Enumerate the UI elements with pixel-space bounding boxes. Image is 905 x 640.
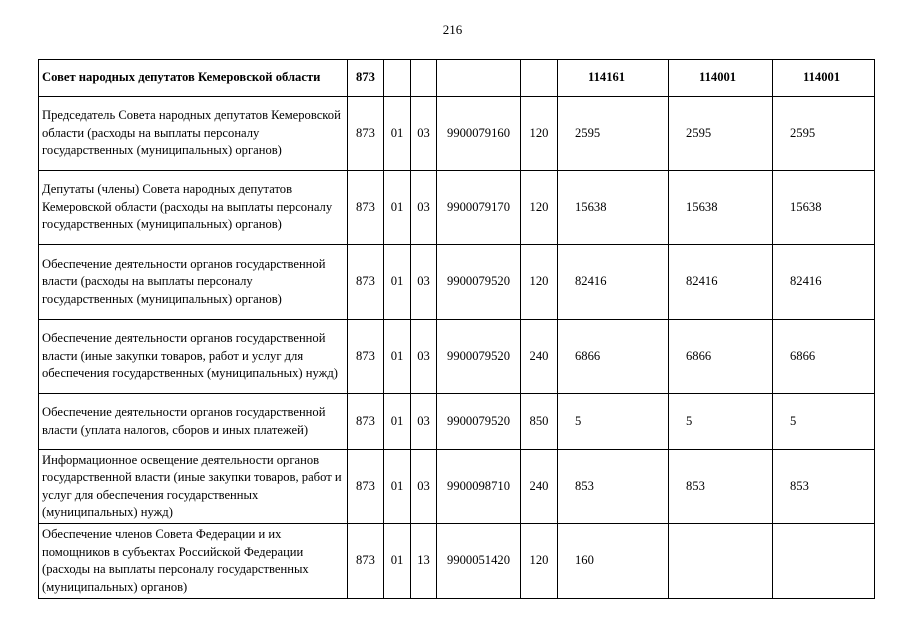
table-row [39,450,875,524]
cell-amount-3: 6866 [773,320,875,394]
cell-subsection [411,60,437,97]
cell-expense-type: 120 [521,171,558,245]
cell-name: Обеспечение деятельности органов государственной власти (иные закупки товаров, работ и услуг для обеспечения государственных (муниципальных) нужд) [39,320,348,394]
cell-amount-2: 853 [669,450,773,524]
table-body [39,60,875,599]
page-number: 216 [442,22,463,37]
cell-section [384,60,411,97]
cell-name: Информационное освещение деятельности органов государственной власти (иные закупки товаров, работ и услуг для обеспечения государственных (муниципальных) нужд) [39,450,348,524]
cell-amount-2: 114001 [669,60,773,97]
table-row [39,524,875,599]
cell-ministry: 873 [348,524,384,599]
cell-ministry: 873 [348,171,384,245]
cell-section: 01 [384,394,411,450]
cell-ministry: 873 [348,394,384,450]
cell-section: 01 [384,450,411,524]
table-row [39,245,875,320]
cell-section: 01 [384,97,411,171]
cell-amount-1: 82416 [558,245,669,320]
cell-target [437,60,521,97]
cell-target: 9900079520 [437,245,521,320]
cell-target: 9900079160 [437,97,521,171]
cell-subsection: 03 [411,245,437,320]
cell-subsection: 03 [411,171,437,245]
cell-ministry: 873 [348,60,384,97]
cell-section: 01 [384,171,411,245]
budget-table [38,59,875,599]
cell-target: 9900079520 [437,320,521,394]
cell-section: 01 [384,245,411,320]
cell-subsection: 03 [411,97,437,171]
table-row-header [39,60,875,97]
cell-section: 01 [384,524,411,599]
cell-subsection: 03 [411,450,437,524]
cell-ministry: 873 [348,245,384,320]
cell-amount-1: 6866 [558,320,669,394]
cell-amount-1: 5 [558,394,669,450]
cell-amount-2: 82416 [669,245,773,320]
cell-amount-2: 15638 [669,171,773,245]
cell-amount-1: 114161 [558,60,669,97]
table-row [39,97,875,171]
cell-amount-1: 2595 [558,97,669,171]
cell-subsection: 03 [411,320,437,394]
cell-amount-2: 6866 [669,320,773,394]
cell-amount-1: 15638 [558,171,669,245]
cell-subsection: 13 [411,524,437,599]
cell-name: Обеспечение деятельности органов государственной власти (расходы на выплаты персоналу государственных (муниципальных) органов) [39,245,348,320]
cell-amount-3: 82416 [773,245,875,320]
cell-ministry: 873 [348,320,384,394]
cell-amount-2: 2595 [669,97,773,171]
cell-target: 9900098710 [437,450,521,524]
cell-subsection: 03 [411,394,437,450]
table-row [39,394,875,450]
cell-name: Совет народных депутатов Кемеровской области [39,60,348,97]
cell-amount-3: 2595 [773,97,875,171]
cell-expense-type: 850 [521,394,558,450]
cell-amount-3: 114001 [773,60,875,97]
cell-expense-type: 240 [521,450,558,524]
cell-name: Обеспечение членов Совета Федерации и их помощников в субъектах Российской Федерации (расходы на выплаты персоналу государственных (муниципальных) органов) [39,524,348,599]
cell-expense-type: 120 [521,245,558,320]
cell-ministry: 873 [348,97,384,171]
cell-section: 01 [384,320,411,394]
table-row [39,171,875,245]
cell-name: Депутаты (члены) Совета народных депутатов Кемеровской области (расходы на выплаты персоналу государственных (муниципальных) органов) [39,171,348,245]
cell-ministry: 873 [348,450,384,524]
cell-target: 9900051420 [437,524,521,599]
cell-amount-3: 5 [773,394,875,450]
cell-name: Обеспечение деятельности органов государственной власти (уплата налогов, сборов и иных платежей) [39,394,348,450]
cell-expense-type: 120 [521,524,558,599]
cell-expense-type [521,60,558,97]
cell-amount-1: 160 [558,524,669,599]
cell-target: 9900079170 [437,171,521,245]
cell-amount-2 [669,524,773,599]
table-row [39,320,875,394]
cell-amount-1: 853 [558,450,669,524]
cell-expense-type: 240 [521,320,558,394]
cell-amount-3: 853 [773,450,875,524]
cell-amount-3: 15638 [773,171,875,245]
cell-amount-2: 5 [669,394,773,450]
cell-amount-3 [773,524,875,599]
cell-expense-type: 120 [521,97,558,171]
cell-name: Председатель Совета народных депутатов Кемеровской области (расходы на выплаты персоналу государственных (муниципальных) органов) [39,97,348,171]
cell-target: 9900079520 [437,394,521,450]
